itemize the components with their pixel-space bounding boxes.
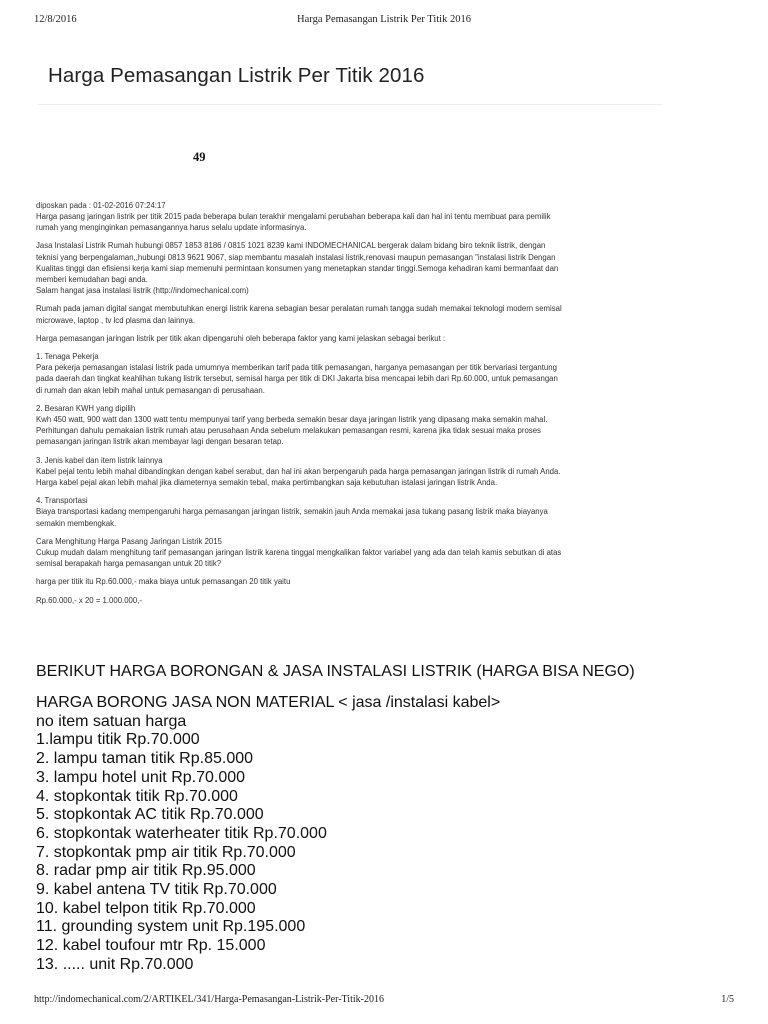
article-body <box>36 201 672 613</box>
price-list-item: 2. lampu taman titik Rp.85.000 <box>36 750 254 768</box>
print-date: 12/8/2016 <box>34 14 77 25</box>
price-list-section <box>36 662 736 975</box>
print-page-title: Harga Pemasangan Listrik Per Titik 2016 <box>297 14 471 25</box>
article-paragraph <box>36 351 672 396</box>
article-paragraph <box>36 576 672 587</box>
paragraph-line: Kualitas tinggi dan efisiensi kerja kami siap memenuhi permintaan konsumen yang menetapkan standar tinggi.Semoga kehadiran kami bermanfaat dan <box>36 263 559 273</box>
title-divider <box>38 104 662 105</box>
paragraph-line: pada daerah dan tingkat keahlihan tukang listrik tersebut, semisal harga per titik di DKI Jakarta bisa mencapai lebih dari Rp.60.000, untuk pemasangan <box>36 374 558 384</box>
paragraph-line: harga per titik itu Rp.60.000,- maka biaya untuk pemasangan 20 titik yaitu <box>36 577 291 587</box>
paragraph-line: Cara Menghitung Harga Pasang Jaringan Listrik 2015 <box>36 536 222 546</box>
price-list-header-line: HARGA BORONG JASA NON MATERIAL < jasa /instalasi kabel> <box>36 694 501 711</box>
price-list-item: 6. stopkontak waterheater titik Rp.70.000 <box>36 824 327 842</box>
source-url[interactable]: http://indomechanical.com/2/ARTIKEL/341/Harga-Pemasangan-Listrik-Per-Titik-2016 <box>34 994 384 1005</box>
paragraph-line: Jasa Instalasi Listrik Rumah hubungi 0857 1853 8186 / 0815 1021 8239 kami INDOMECHANICAL bergerak dalam bidang biro teknik listrik, dengan <box>36 241 546 251</box>
price-list-item: 4. stopkontak titik Rp.70.000 <box>36 787 238 805</box>
paragraph-line: Cukup mudah dalam menghitung tarif pemasangan jaringan listrik karena tinggal mengkalikan faktor variabel yang ada dan telah kamis sebutkan di atas <box>36 548 562 558</box>
paragraph-line: Harga kabel pejal akan lebih mahal jika diameternya semakin tebal, maka pertimbangkan saja kebutuhan istalasi jaringan listrik Anda. <box>36 478 498 488</box>
price-list-item: 10. kabel telpon titik Rp.70.000 <box>36 899 256 917</box>
print-header <box>34 14 734 28</box>
posted-date: diposkan pada : 01-02-2016 07:24:17 <box>36 201 166 210</box>
price-list-header-line: no item satuan harga <box>36 712 187 730</box>
paragraph-line: 2. Besaran KWH yang dipilih <box>36 403 136 413</box>
paragraph-line: Kabel pejal tentu lebih mahal dibandingkan dengan kabel serabut, dan hal ini akan berpengaruh pada harga pemasangan jaringan listrik di rumah Anda. <box>36 466 561 476</box>
article-paragraph <box>36 303 672 325</box>
article-paragraph <box>36 455 672 489</box>
price-list-item: 12. kabel toufour mtr Rp. 15.000 <box>36 937 266 955</box>
price-list-heading: BERIKUT HARGA BORONGAN & JASA INSTALASI LISTRIK (HARGA BISA NEGO) <box>36 663 635 680</box>
paragraph-line: 1. Tenaga Pekerja <box>36 352 99 362</box>
page-number: 1/5 <box>721 994 734 1005</box>
price-list-item: 1.lampu titik Rp.70.000 <box>36 731 200 749</box>
article-paragraph <box>36 211 672 233</box>
article-paragraph <box>36 403 672 448</box>
paragraph-line: Para pekerja pemasangan istalasi listrik pada umumnya memberikan tarif pada titik pemasangan, harganya pemasangan per titik bervariasi tergantung <box>36 363 557 373</box>
print-footer <box>34 994 734 1007</box>
share-count: 49 <box>193 150 206 164</box>
price-list-item: 8. radar pmp air titik Rp.95.000 <box>36 862 256 880</box>
paragraph-line: teknisi yang berpengalaman,,hubungi 0813 9621 9067, siap membantu masalah instalasi listrik,renovasi maupun pemasangan "instalasi listrik Dengan <box>36 252 556 262</box>
paragraph-line: Harga pemasangan jaringan listrik per titik akan dipengaruhi oleh beberapa faktor yang kami jelaskan sebagai berikut : <box>36 333 446 343</box>
paragraph-line: 4. Transportasi <box>36 496 88 506</box>
paragraph-line: Biaya transportasi kadang mempengaruhi harga pemasangan jaringan listrik, semakin jauh Anda memakai jasa tukang pasang listrik maka biayanya <box>36 507 548 517</box>
paragraph-line: di rumah dan akan lebih mahal untuk pemasangan di perusahaan. <box>36 385 265 395</box>
article-paragraph <box>36 595 672 606</box>
paragraph-line: memberi kemudahan bagi anda. <box>36 275 148 285</box>
article-paragraphs <box>36 211 672 606</box>
article-paragraph <box>36 536 672 570</box>
price-list-item: 13. ..... unit Rp.70.000 <box>36 955 194 973</box>
paragraph-line: Kwh 450 watt, 900 watt dan 1300 watt tentu mempunyai tarif yang berbeda semakin besar daya jaringan listrik yang dipasang maka semakin mahal. <box>36 415 548 425</box>
price-list-item: 5. stopkontak AC titik Rp.70.000 <box>36 806 264 824</box>
article-paragraph <box>36 333 672 344</box>
paragraph-line: microwave, laptop , tv lcd plasma dan lainnya. <box>36 315 196 325</box>
paragraph-line: Harga pasang jaringan listrik per titik 2015 pada beberapa bulan terakhir mengalami perubahan beberapa kali dan hal ini tentu membuat para pemilik <box>36 212 551 221</box>
article-title: Harga Pemasangan Listrik Per Titik 2016 <box>48 64 425 87</box>
paragraph-line: Rp.60.000,- x 20 = 1.000.000,- <box>36 595 142 605</box>
paragraph-line: 3. Jenis kabel dan item listrik lainnya <box>36 455 163 465</box>
price-list <box>36 694 736 975</box>
paragraph-line: semisal berapakah harga pemasangan untuk 20 titik? <box>36 559 222 569</box>
price-list-item: 7. stopkontak pmp air titik Rp.70.000 <box>36 843 296 861</box>
paragraph-line: pemasangan jaringan listrik akan membayar lagi dengan besaran tetap. <box>36 437 284 447</box>
article-paragraph <box>36 495 672 529</box>
paragraph-line: Perhitungan dahulu pemakaian listrik rumah atau perusahaan Anda sebelum melakukan pemasangan resmi, karena jika tidak sesuai maka proses <box>36 426 541 436</box>
paragraph-line: rumah yang menginginkan pemasangannya harus selalu update informasinya. <box>36 223 307 233</box>
paragraph-line: semakin membengkak. <box>36 518 117 528</box>
paragraph-line: Rumah pada jaman digital sangat membutuhkan energi listrik karena sebagian besar peralatan rumah tangga sudah memakai teknologi modern semisal <box>36 304 562 314</box>
paragraph-line: Salam hangat jasa instalasi listrik (http://indomechanical.com) <box>36 286 249 296</box>
price-list-item: 9. kabel antena TV titik Rp.70.000 <box>36 881 277 899</box>
price-list-item: 3. lampu hotel unit Rp.70.000 <box>36 768 246 786</box>
article-paragraph <box>36 240 672 296</box>
price-list-item: 11. grounding system unit Rp.195.000 <box>36 918 306 936</box>
